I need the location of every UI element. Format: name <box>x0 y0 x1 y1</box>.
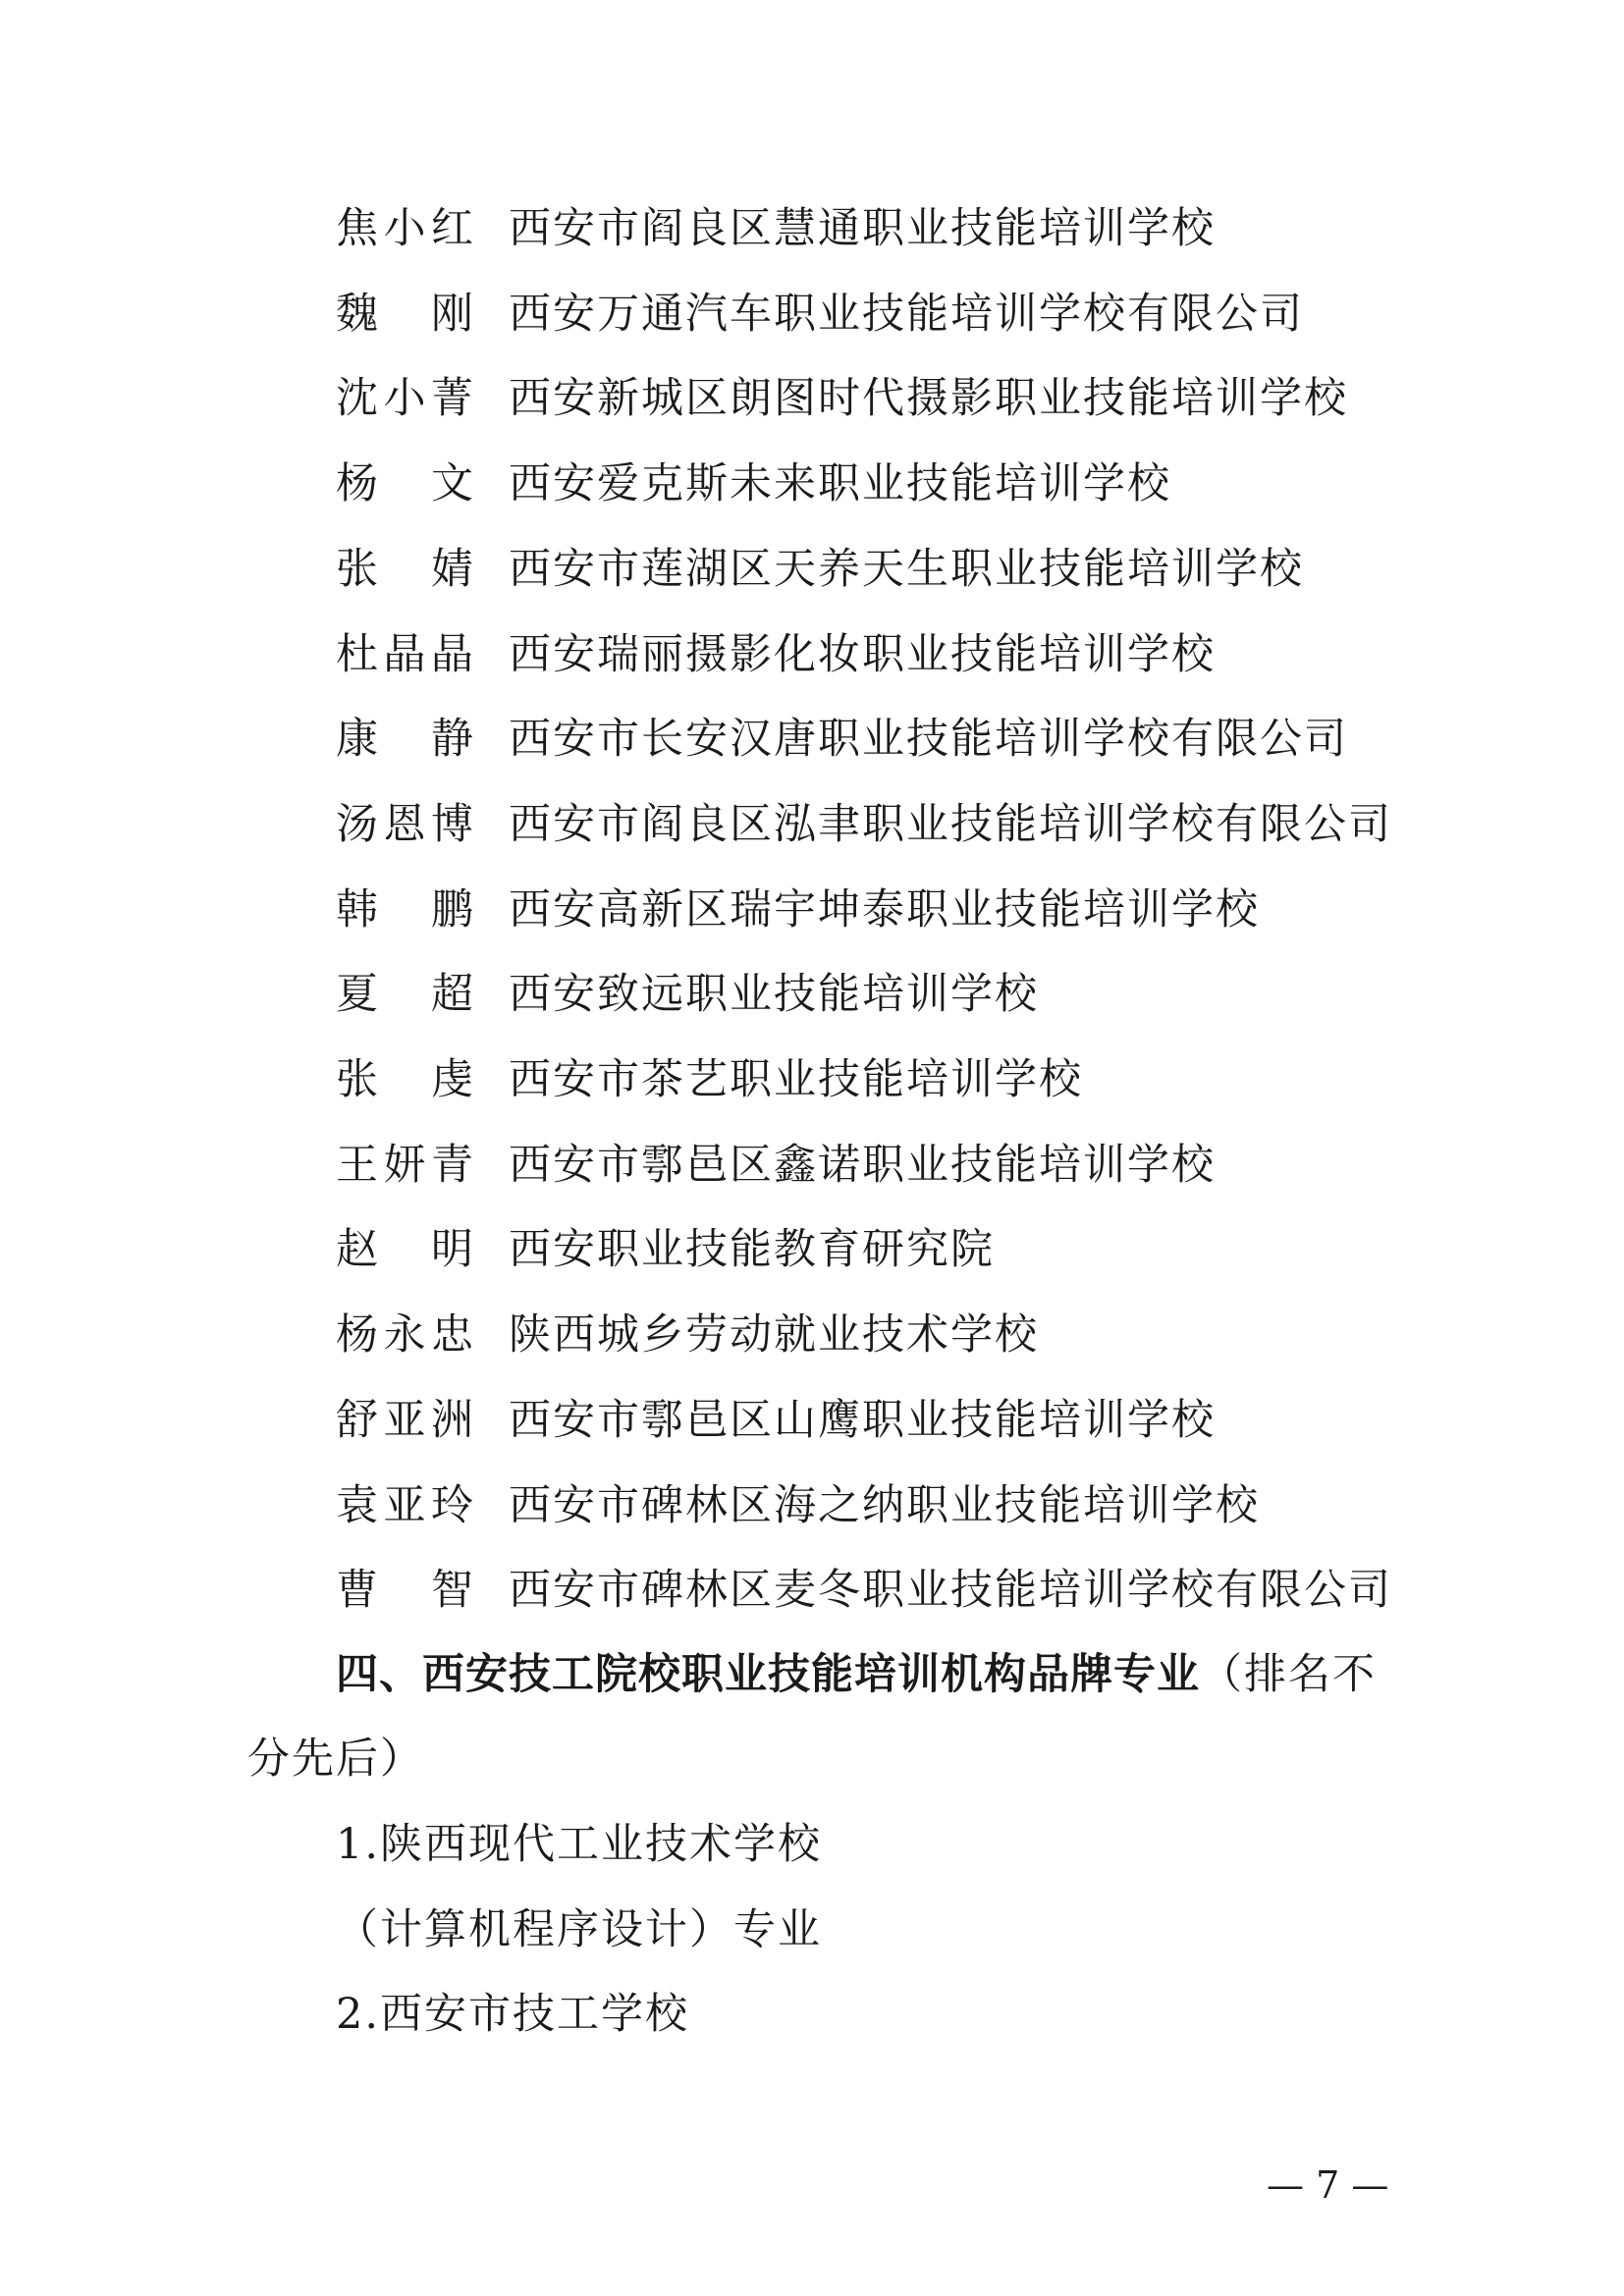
organization-name: 西安市长安汉唐职业技能培训学校有限公司 <box>509 715 1348 765</box>
organization-name: 西安职业技能教育研究院 <box>509 1225 995 1275</box>
brand-item-2-school: 2.西安市技工学校 <box>336 1990 690 2039</box>
brand-item-1-major: （计算机程序设计）专业 <box>336 1905 822 1954</box>
organization-name: 西安市茶艺职业技能培训学校 <box>509 1055 1083 1104</box>
section-heading-note-continued: 分先后） <box>247 1735 424 1784</box>
person-name: 韩 鹏 <box>336 884 473 934</box>
brand-item-1-school: 1.陕西现代工业技术学校 <box>336 1820 823 1869</box>
person-name: 杨 文 <box>336 459 473 509</box>
section-heading-note: （排名不 <box>1200 1650 1377 1699</box>
section-heading-title: 四、西安技工院校职业技能培训机构品牌专业 <box>336 1650 1200 1699</box>
person-name: 杜 晶 晶 <box>336 629 473 679</box>
person-name: 魏 刚 <box>336 289 473 339</box>
person-name: 汤 恩 博 <box>336 799 473 849</box>
organization-name: 陕西城乡劳动就业技术学校 <box>509 1310 1039 1361</box>
person-name: 沈 小 菁 <box>336 374 473 424</box>
organization-name: 西安新城区朗图时代摄影职业技能培训学校 <box>509 374 1348 424</box>
organization-name: 西安市阎良区泓聿职业技能培训学校有限公司 <box>509 799 1392 849</box>
organization-name: 西安致远职业技能培训学校 <box>509 970 1039 1020</box>
organization-name: 西安高新区瑞宇坤泰职业技能培训学校 <box>509 884 1260 934</box>
page-number: — 7 — <box>1267 2163 1389 2207</box>
organization-name: 西安瑞丽摄影化妆职业技能培训学校 <box>509 629 1216 679</box>
person-name: 王 妍 青 <box>336 1140 473 1190</box>
person-name: 赵 明 <box>336 1225 473 1275</box>
organization-name: 西安爱克斯未来职业技能培训学校 <box>509 459 1171 509</box>
organization-name: 西安市鄠邑区鑫诺职业技能培训学校 <box>509 1140 1216 1190</box>
organization-name: 西安市莲湖区天养天生职业技能培训学校 <box>509 544 1304 594</box>
person-name: 张 婧 <box>336 544 473 594</box>
organization-name: 西安市鄠邑区山鹰职业技能培训学校 <box>509 1395 1216 1445</box>
section-heading <box>336 1645 1386 1704</box>
person-name: 袁 亚 玲 <box>336 1480 473 1530</box>
organization-name: 西安万通汽车职业技能培训学校有限公司 <box>509 289 1304 339</box>
organization-name: 西安市阎良区慧通职业技能培训学校 <box>509 204 1216 253</box>
person-name: 焦 小 红 <box>336 204 473 253</box>
person-name: 杨 永 忠 <box>336 1310 473 1361</box>
person-name: 夏 超 <box>336 970 473 1020</box>
person-name: 张 虔 <box>336 1055 473 1104</box>
organization-name: 西安市碑林区海之纳职业技能培训学校 <box>509 1480 1260 1530</box>
organization-name: 西安市碑林区麦冬职业技能培训学校有限公司 <box>509 1566 1392 1616</box>
person-name: 康 静 <box>336 715 473 765</box>
person-name: 曹 智 <box>336 1566 473 1616</box>
person-name: 舒 亚 洲 <box>336 1395 473 1445</box>
